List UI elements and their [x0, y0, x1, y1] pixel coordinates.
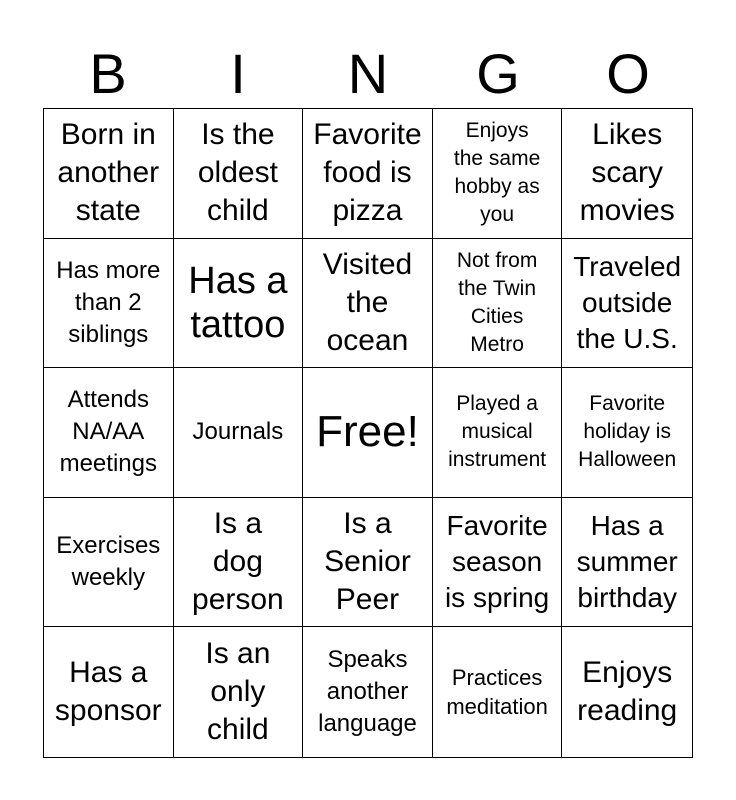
bingo-cell[interactable]: Journals	[174, 368, 304, 498]
bingo-cell[interactable]: Played a musical instrument	[433, 368, 563, 498]
bingo-cell[interactable]: Enjoys reading	[577, 656, 678, 728]
bingo-cell[interactable]: Is the oldest child	[174, 109, 304, 239]
header-letter-o: O	[606, 42, 650, 105]
bingo-cell[interactable]: Is an only child	[174, 627, 304, 757]
header-letter-i: I	[230, 42, 246, 105]
bingo-cell[interactable]: Enjoys the same hobby as you	[433, 109, 563, 239]
bingo-cell[interactable]: Exercises weekly	[44, 498, 174, 628]
bingo-cell[interactable]: Is a Senior Peer	[303, 498, 433, 628]
header-letter-b: B	[89, 42, 127, 105]
bingo-cell[interactable]: Favorite season is spring	[433, 498, 563, 628]
bingo-header	[43, 40, 693, 108]
bingo-cell[interactable]: Traveled outside the U.S.	[562, 239, 692, 369]
header-letter-g: G	[476, 42, 520, 105]
header-letter-n: N	[347, 42, 389, 105]
bingo-cell[interactable]: Has a tattoo	[174, 239, 304, 369]
bingo-cell[interactable]: Favorite holiday is Halloween	[562, 368, 692, 498]
bingo-cell[interactable]: Has a summer birthday	[562, 498, 692, 628]
bingo-cell-free[interactable]: Free!	[303, 368, 433, 498]
bingo-cell[interactable]: Has more than 2 siblings	[44, 239, 174, 369]
bingo-cell[interactable]: Visited the ocean	[303, 239, 433, 369]
bingo-cell[interactable]: Is a dog person	[174, 498, 304, 628]
bingo-cell[interactable]: Has a sponsor	[44, 627, 174, 757]
bingo-cell[interactable]: Born in another state	[44, 109, 174, 239]
bingo-cell[interactable]: Not from the Twin Cities Metro	[433, 239, 563, 369]
bingo-cell[interactable]: Practices meditation	[433, 627, 563, 757]
bingo-cell[interactable]: Favorite food is pizza	[303, 109, 433, 239]
bingo-board	[43, 108, 693, 758]
bingo-cell[interactable]: Attends NA/AA meetings	[44, 368, 174, 498]
bingo-cell[interactable]: Likes scary movies	[562, 109, 692, 239]
bingo-cell[interactable]: Speaks another language	[303, 627, 433, 757]
